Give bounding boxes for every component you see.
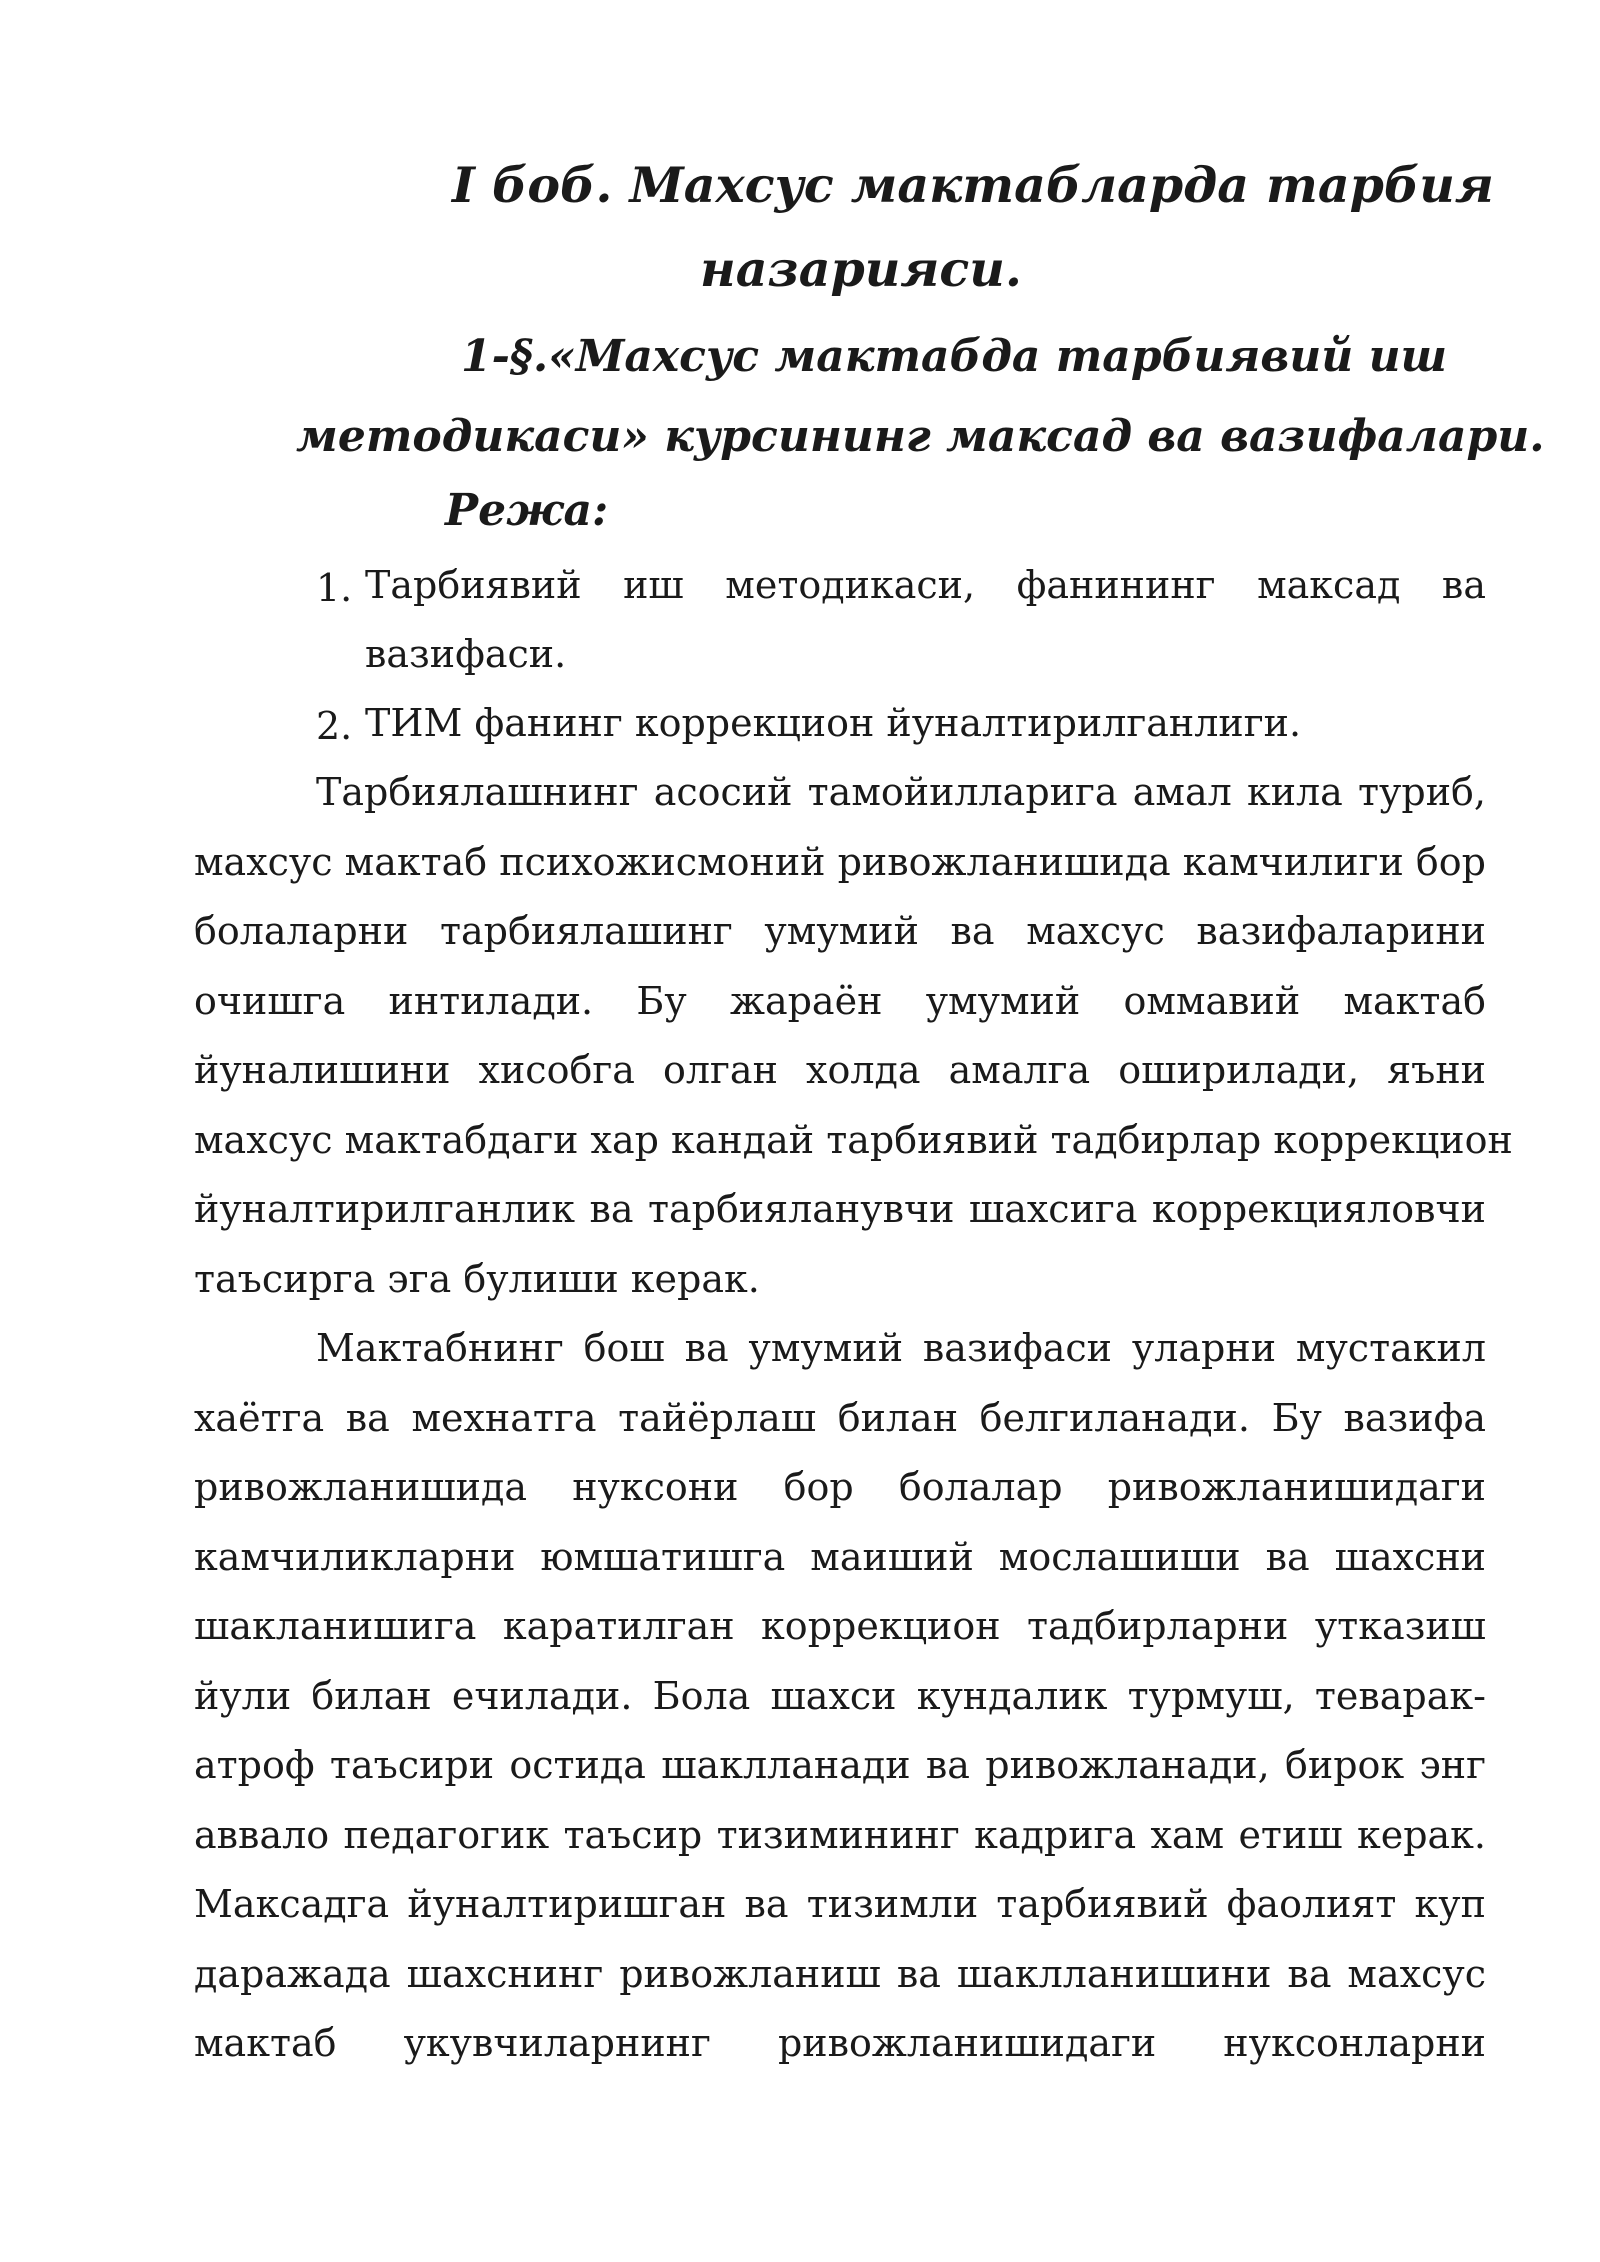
paragraph-line: махсус мактабдаги хар кандай тарбиявий тадбирлар коррекцион	[194, 1118, 1513, 1162]
plan-item-line: вазифаси.	[365, 632, 567, 676]
paragraph-line: Максадга йуналтиришган ва тизимли тарбиявий фаолият куп	[194, 1882, 1486, 1926]
plan-item-number: 1.	[316, 566, 353, 610]
paragraph-line: таъсирга эга булиши керак.	[194, 1257, 760, 1301]
plan-heading: Режа:	[445, 485, 609, 536]
paragraph-line: йули билан ечилади. Бола шахси кундалик турмуш, теварак-	[194, 1674, 1486, 1718]
section-title-line-1: 1-§.«Махсус мактабда тарбиявий иш	[461, 331, 1448, 382]
paragraph-line: Мактабнинг бош ва умумий вазифаси уларни мустакил	[316, 1326, 1486, 1370]
plan-item-number: 2.	[316, 704, 353, 748]
paragraph-line: камчиликларни юмшатишга маиший мослашиши ва шахсни	[194, 1535, 1486, 1579]
paragraph-line: Тарбиялашнинг асосий тамойилларига амал кила туриб,	[316, 770, 1486, 814]
paragraph-line: аввало педагогик таъсир тизимининг кадрига хам етиш керак.	[194, 1813, 1486, 1857]
paragraph-line: атроф таъсири остида шаклланади ва ривожланади, бирок энг	[194, 1743, 1486, 1787]
paragraph-line: шакланишига каратилган коррекцион тадбирларни утказиш	[194, 1604, 1486, 1648]
paragraph-line: даражада шахснинг ривожланиш ва шаклланишини ва махсус	[194, 1952, 1486, 1996]
paragraph-line: ривожланишида нуксони бор болалар ривожланишидаги	[194, 1465, 1486, 1509]
plan-item-line: ТИМ фанинг коррекцион йуналтирилганлиги.	[365, 701, 1302, 745]
paragraph-line: махсус мактаб психожисмоний ривожланишида камчилиги бор	[194, 840, 1486, 884]
chapter-title-line-1: I боб. Махсус мактабларда тарбия	[452, 156, 1494, 214]
paragraph-line: йуналишини хисобга олган холда амалга оширилади, яъни	[194, 1048, 1486, 1092]
paragraph-line: хаётга ва мехнатга тайёрлаш билан белгиланади. Бу вазифа	[194, 1396, 1486, 1440]
paragraph-line: очишга интилади. Бу жараён умумий оммавий мактаб	[194, 979, 1486, 1023]
paragraph-line: болаларни тарбиялашинг умумий ва махсус вазифаларини	[194, 909, 1486, 953]
paragraph-line: мактаб укувчиларнинг ривожланишидаги нуксонларни	[194, 2021, 1486, 2065]
chapter-title-line-2: назарияси.	[700, 240, 1022, 298]
paragraph-line: йуналтирилганлик ва тарбияланувчи шахсига коррекцияловчи	[194, 1187, 1486, 1231]
section-title-line-2: методикаси» курсининг максад ва вазифалари.	[296, 411, 1545, 462]
plan-item-line: Тарбиявий иш методикаси, фанининг максад ва	[365, 563, 1486, 607]
